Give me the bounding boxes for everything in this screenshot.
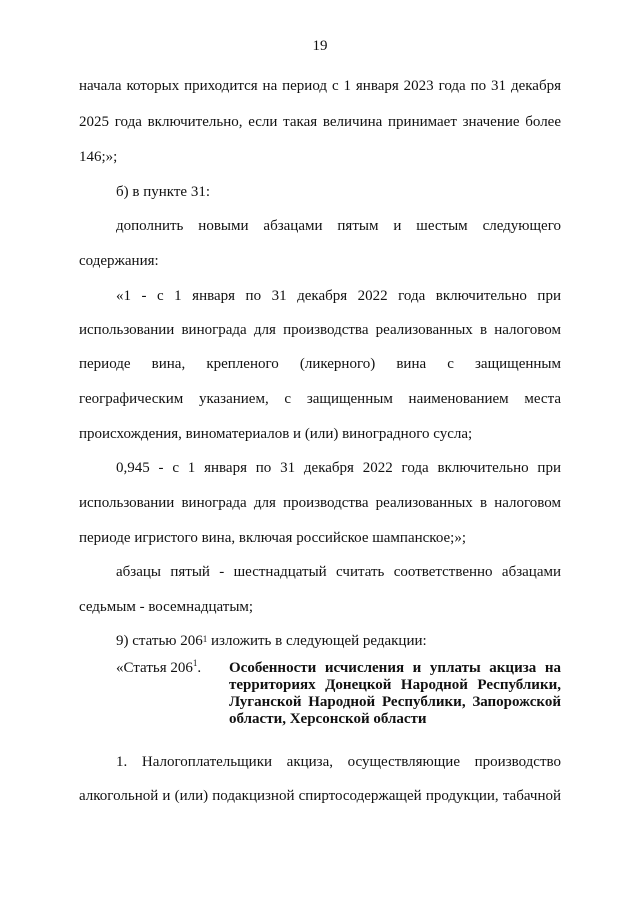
article-label-superscript: 1 (192, 658, 198, 668)
page-number: 19 (312, 38, 328, 54)
article-title (229, 660, 561, 728)
article-title-line: Особенности исчисления и уплаты акциза на (229, 660, 561, 676)
text-line: происхождения, виноматериалов и (или) виноградного сусла; (79, 426, 473, 442)
text-line: седьмым - восемнадцатым; (79, 599, 254, 615)
article-title-line: территориях Донецкой Народной Республики, (229, 677, 561, 693)
text-line: 0,945 - с 1 января по 31 декабря 2022 года включительно при (116, 460, 561, 476)
text-line: 2025 года включительно, если такая величина принимает значение более (79, 114, 561, 130)
text-line: содержания: (79, 253, 159, 269)
text-line: б) в пункте 31: (116, 184, 210, 200)
text-line: периоде вина, крепленого (ликерного) вина с защищенным (79, 356, 561, 372)
text-line: абзацы пятый - шестнадцатый считать соответственно абзацами (116, 564, 561, 580)
text-line: географическим указанием, с защищенным наименованием места (79, 391, 561, 407)
article-label (116, 660, 201, 677)
article-label-text: «Статья 206 (116, 660, 193, 676)
item-9-text-rest: изложить в следующей редакции: (207, 633, 427, 649)
item-9-superscript: 1 (202, 634, 208, 644)
item-9-line (116, 632, 561, 650)
text-line: алкогольной и (или) подакцизной спиртосодержащей продукции, табачной (79, 788, 561, 804)
article-label-suffix: . (197, 660, 202, 676)
text-line: 146;»; (79, 149, 118, 165)
text-line: использовании винограда для производства реализованных в налоговом (79, 495, 561, 511)
text-line: «1 - с 1 января по 31 декабря 2022 года включительно при (116, 288, 561, 304)
text-line: дополнить новыми абзацами пятым и шестым следующего (116, 218, 561, 234)
text-line: 1. Налогоплательщики акциза, осуществляющие производство (116, 754, 561, 770)
text-line: начала которых приходится на период с 1 января 2023 года по 31 декабря (79, 78, 561, 94)
article-title-line: Луганской Народной Республики, Запорожской (229, 694, 561, 710)
text-line: периоде игристого вина, включая российское шампанское;»; (79, 530, 466, 546)
text-line: использовании винограда для производства реализованных в налоговом (79, 322, 561, 338)
item-9-text: 9) статью 206 (116, 633, 203, 649)
article-title-line: области, Херсонской области (229, 711, 427, 727)
